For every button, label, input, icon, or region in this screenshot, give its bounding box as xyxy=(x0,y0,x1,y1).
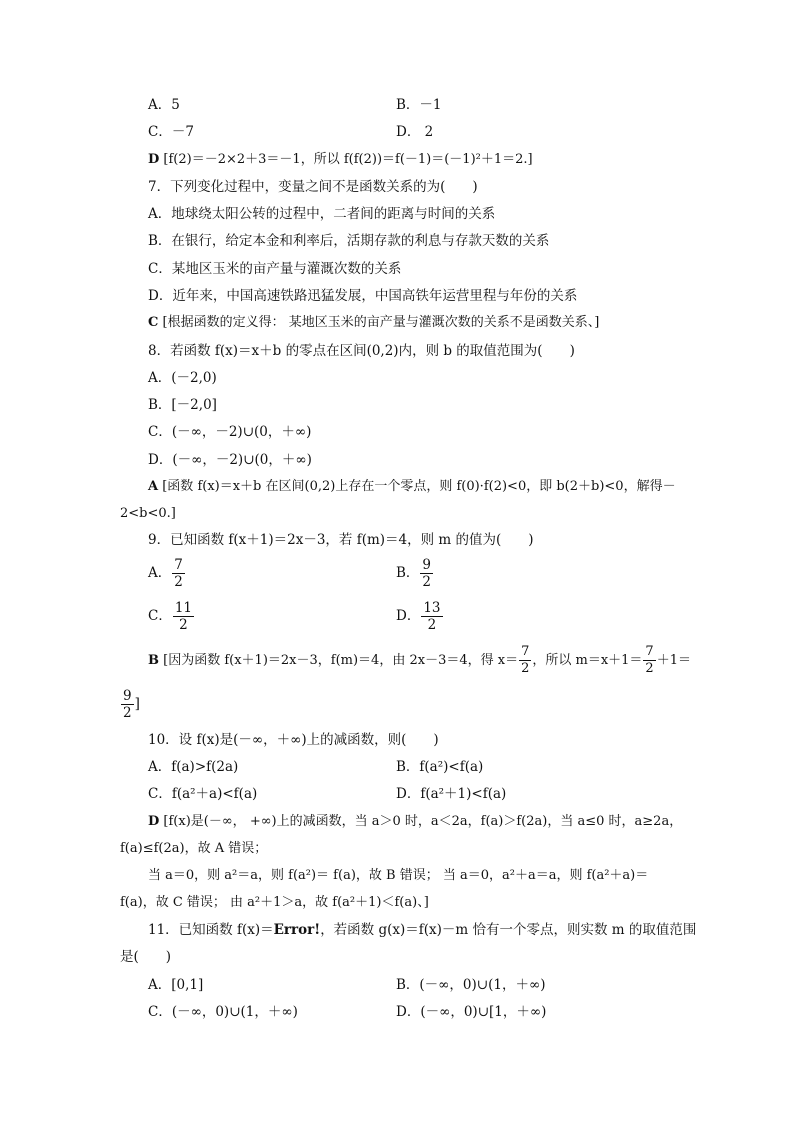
q7-option-d: D．近年来，中国高速铁路迅猛发展，中国高铁年运营里程与年份的关系 xyxy=(148,288,578,304)
q8-answer-letter: A xyxy=(148,479,159,494)
fraction-denominator: 2 xyxy=(645,661,654,676)
q9-option-a-fraction xyxy=(172,557,185,590)
fraction-denominator: 2 xyxy=(174,574,183,590)
fraction-denominator: 2 xyxy=(179,617,188,633)
q9-answer-letter: B xyxy=(148,653,159,668)
q9-answer-fraction-2 xyxy=(643,644,655,677)
q9-answer-part4: ] xyxy=(134,696,140,712)
q7-option-b: B．在银行，给定本金和利率后，活期存款的利息与存款天数的关系 xyxy=(148,233,550,249)
q9-answer-fraction-3 xyxy=(121,688,134,721)
q7-option-c: C．某地区玉米的亩产量与灌溉次数的关系 xyxy=(148,261,402,277)
fraction-numerator: 9 xyxy=(422,557,432,573)
q8-option-c: C．(－∞，－2)∪(0，＋∞) xyxy=(148,424,312,440)
q11-option-a: A．[0,1] xyxy=(148,977,204,993)
fraction-numerator: 13 xyxy=(423,600,441,616)
fraction-numerator: 7 xyxy=(521,644,530,659)
q10-answer-cont-2: 当 a＝0，则 a²＝a，则 f(a²)＝ f(a)，故 B 错误； 当 a＝0，a²＋a＝a，则 f(a²＋a)＝ xyxy=(148,868,649,883)
fraction-numerator: 7 xyxy=(645,644,654,659)
q8-option-a: A．(－2,0) xyxy=(148,370,217,386)
q7-option-a: A．地球绕太阳公转的过程中，二者间的距离与时间的关系 xyxy=(148,206,496,222)
q9-answer-part2: ，所以 m＝x＋1＝ xyxy=(532,653,643,668)
fraction-numerator: 11 xyxy=(174,600,193,616)
q9-option-d xyxy=(396,600,444,633)
q6-answer-text: [f(2)＝－2×2＋3＝－1，所以 f(f(2))＝f(－1)＝(－1)²＋1＝2.] xyxy=(163,152,533,167)
q6-option-d: D． 2 xyxy=(396,124,434,140)
fraction-numerator: 9 xyxy=(123,688,132,704)
q11-option-c: C．(－∞，0)∪(1，＋∞) xyxy=(148,1004,298,1020)
q7-answer-letter: C xyxy=(148,315,159,330)
q9-stem: 9．已知函数 f(x＋1)＝2x－3，若 f(m)＝4，则 m 的值为( ) xyxy=(148,532,534,548)
q9-option-d-label: D． xyxy=(396,608,421,624)
q9-option-c xyxy=(148,600,195,633)
q9-answer-part1: [因为函数 f(x＋1)＝2x－3，f(m)＝4，由 2x－3＝4，得 x＝ xyxy=(163,653,519,668)
q9-option-d-fraction xyxy=(421,600,442,633)
q9-option-a xyxy=(148,557,186,590)
q8-answer-text: [函数 f(x)＝x＋b 在区间(0,2)上存在一个零点，则 f(0)·f(2)<0，即 b(2＋b)<0，解得－ xyxy=(162,479,676,494)
q11-stem xyxy=(148,921,696,939)
q8-stem: 8．若函数 f(x)＝x＋b 的零点在区间(0,2)内，则 b 的取值范围为( ) xyxy=(148,343,575,359)
q7-answer xyxy=(148,314,599,332)
q7-stem: 7．下列变化过程中，变量之间不是函数关系的为( ) xyxy=(148,179,478,195)
q8-answer-cont: 2<b<0.] xyxy=(120,506,176,521)
q10-answer-letter: D xyxy=(148,814,160,829)
q6-option-b: B．－1 xyxy=(396,97,442,113)
q11-option-d: D．(－∞，0)∪[1，＋∞) xyxy=(396,1004,547,1020)
fraction-numerator: 7 xyxy=(174,557,183,573)
q11-error-text: Error! xyxy=(273,922,321,938)
fraction-denominator: 2 xyxy=(422,574,432,590)
q10-option-a: A．f(a)>f(2a) xyxy=(148,759,239,775)
q10-option-d: D．f(a²＋1)<f(a) xyxy=(396,786,507,802)
q9-option-a-label: A． xyxy=(148,565,172,581)
q10-answer-text: [f(x)是(－∞， +∞)上的减函数，当 a＞0 时，a＜2a，f(a)＞f(2a)，当 a≤0 时，a≥2a， xyxy=(163,814,683,829)
q11-stem-cont: 是( ) xyxy=(120,949,172,965)
fraction-denominator: 2 xyxy=(427,617,437,633)
q6-answer-letter: D xyxy=(148,152,160,167)
q9-answer-cont xyxy=(120,688,140,721)
q7-answer-text: [根据函数的定义得： 某地区玉米的亩产量与灌溉次数的关系不是函数关系、] xyxy=(162,315,600,330)
q10-answer xyxy=(148,813,682,831)
q9-option-c-label: C． xyxy=(148,608,172,624)
q9-option-c-fraction xyxy=(173,600,194,633)
q9-answer xyxy=(148,644,691,677)
q8-option-b: B．[－2,0] xyxy=(148,397,217,413)
q8-answer xyxy=(148,478,676,496)
fraction-denominator: 2 xyxy=(123,705,132,721)
q10-option-c: C．f(a²＋a)<f(a) xyxy=(148,786,258,802)
q9-option-b-fraction xyxy=(420,557,433,590)
q8-option-d: D．(－∞，－2)∪(0，＋∞) xyxy=(148,452,312,468)
fraction-denominator: 2 xyxy=(521,661,530,676)
q10-stem: 10．设 f(x)是(－∞，＋∞)上的减函数，则( ) xyxy=(148,732,439,748)
q9-answer-fraction-1 xyxy=(519,644,531,677)
q6-answer xyxy=(148,151,533,169)
q11-option-b: B．(－∞，0)∪(1，＋∞) xyxy=(396,977,546,993)
q9-answer-part3: ＋1＝ xyxy=(656,653,691,668)
q11-stem-part1: 11．已知函数 f(x)＝ xyxy=(148,922,274,938)
q9-option-b-label: B． xyxy=(396,565,420,581)
q6-option-c: C．－7 xyxy=(148,124,194,140)
q9-option-b xyxy=(396,557,434,590)
q10-answer-cont-1: f(a)≤f(2a)，故 A 错误； xyxy=(120,841,268,856)
q10-option-b: B．f(a²)<f(a) xyxy=(396,759,484,775)
q6-option-a: A．5 xyxy=(148,97,180,113)
q10-answer-cont-3: f(a)，故 C 错误； 由 a²＋1＞a，故 f(a²＋1)＜f(a)、] xyxy=(120,895,429,910)
q11-stem-part2: ，若函数 g(x)＝f(x)－m 恰有一个零点，则实数 m 的取值范围 xyxy=(320,922,697,938)
